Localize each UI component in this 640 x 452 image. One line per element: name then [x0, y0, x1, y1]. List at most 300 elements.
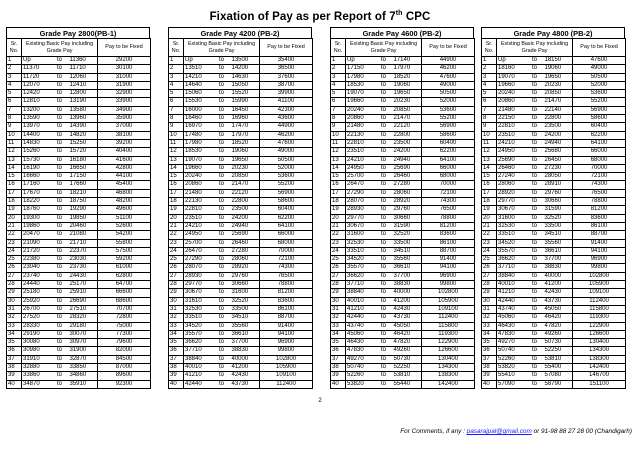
- range-high-cell: 15050: [231, 81, 260, 89]
- range-low-cell: 17670: [22, 189, 51, 197]
- range-low-cell: 16190: [22, 164, 51, 172]
- table-header-row: [482, 39, 626, 57]
- range-low-cell: 31600: [346, 231, 375, 239]
- range-high-cell: 23030: [69, 256, 98, 264]
- range-high-cell: 15720: [69, 148, 98, 156]
- range-high-cell: 20230: [544, 81, 573, 89]
- sr-no-cell: 25: [7, 256, 22, 264]
- pay-fixed-cell: 52000: [422, 98, 475, 106]
- range-to-cell: to: [51, 57, 69, 65]
- range-to-cell: to: [375, 164, 393, 172]
- table-row: [169, 181, 313, 189]
- pay-fixed-cell: 122900: [422, 339, 475, 347]
- range-low-cell: 38840: [184, 355, 213, 363]
- table-row: [331, 239, 475, 247]
- range-to-cell: to: [526, 131, 544, 139]
- sr-no-cell: 26: [482, 264, 497, 272]
- range-high-cell: 33500: [231, 305, 260, 313]
- sr-no-header: Sr. No.: [169, 39, 184, 57]
- range-high-cell: 23500: [231, 206, 260, 214]
- sr-no-cell: 34: [7, 330, 22, 338]
- grade-pay-heading: Grade Pay 2800(PB-1): [6, 27, 150, 38]
- table-row: [331, 264, 475, 272]
- range-low-cell: 14640: [184, 81, 213, 89]
- range-low-cell: 24210: [346, 156, 375, 164]
- range-low-cell: 20860: [184, 181, 213, 189]
- sr-no-cell: 4: [169, 81, 184, 89]
- sr-no-cell: 6: [7, 98, 22, 106]
- pay-fixed-cell: 81200: [422, 222, 475, 230]
- table-row: [169, 330, 313, 338]
- range-to-cell: to: [213, 305, 231, 313]
- range-low-cell: 50740: [346, 363, 375, 371]
- range-low-cell: 28920: [497, 189, 526, 197]
- sr-no-cell: 11: [7, 139, 22, 147]
- sr-no-cell: 24: [7, 247, 22, 255]
- range-low-cell: Up: [346, 57, 375, 65]
- range-to-cell: to: [213, 314, 231, 322]
- pay-fixed-cell: 91400: [422, 256, 475, 264]
- sr-no-cell: 5: [331, 90, 346, 98]
- pay-fixed-cell: 61000: [98, 264, 151, 272]
- sr-no-cell: 33: [331, 322, 346, 330]
- range-low-cell: 31910: [22, 355, 51, 363]
- table-row: [331, 363, 475, 371]
- range-low-cell: 52260: [346, 372, 375, 380]
- pay-fixed-cell: 78800: [422, 214, 475, 222]
- sr-no-cell: 20: [169, 214, 184, 222]
- range-high-cell: 14200: [231, 65, 260, 73]
- table-row: [482, 339, 626, 347]
- range-low-cell: 17160: [22, 181, 51, 189]
- range-high-cell: 29760: [544, 189, 573, 197]
- range-high-cell: 18150: [544, 57, 573, 65]
- sr-no-cell: 37: [331, 355, 346, 363]
- pay-fixed-cell: 41600: [98, 156, 151, 164]
- range-low-cell: 33860: [22, 372, 51, 380]
- range-high-cell: 23500: [393, 139, 422, 147]
- range-to-cell: to: [375, 115, 393, 123]
- sr-no-cell: 40: [7, 380, 22, 388]
- range-high-cell: 22120: [231, 189, 260, 197]
- range-high-cell: 16650: [69, 164, 98, 172]
- range-to-cell: to: [213, 206, 231, 214]
- range-low-cell: 15530: [184, 98, 213, 106]
- table-row: [482, 98, 626, 106]
- sr-no-cell: 29: [482, 289, 497, 297]
- range-to-cell: to: [526, 339, 544, 347]
- sr-no-cell: 24: [482, 247, 497, 255]
- range-high-cell: 28060: [393, 189, 422, 197]
- range-high-cell: 15990: [231, 98, 260, 106]
- range-low-cell: 13590: [22, 115, 51, 123]
- table-row: [482, 90, 626, 98]
- sr-no-cell: 34: [169, 330, 184, 338]
- range-to-cell: to: [375, 181, 393, 189]
- pay-fixed-cell: 49000: [422, 81, 475, 89]
- range-high-cell: 58790: [544, 380, 573, 388]
- table-row: [169, 131, 313, 139]
- range-low-cell: 19070: [346, 90, 375, 98]
- range-to-cell: to: [51, 148, 69, 156]
- table-row: [331, 148, 475, 156]
- table-row: [169, 256, 313, 264]
- range-low-cell: 37710: [346, 281, 375, 289]
- pay-fixed-cell: 99800: [260, 347, 313, 355]
- range-to-cell: to: [213, 81, 231, 89]
- table-row: [482, 347, 626, 355]
- footer-email-link[interactable]: pasarajpal@gmail.com: [466, 428, 532, 435]
- range-high-cell: 25910: [69, 289, 98, 297]
- range-to-cell: to: [51, 305, 69, 313]
- table-row: [169, 247, 313, 255]
- range-to-cell: to: [51, 98, 69, 106]
- pay-fixed-cell: 55200: [422, 115, 475, 123]
- pay-fixed-cell: 91400: [573, 239, 626, 247]
- range-to-cell: to: [375, 281, 393, 289]
- pay-fixed-cell: 62200: [573, 131, 626, 139]
- table-row: [331, 297, 475, 305]
- range-low-cell: 33510: [346, 247, 375, 255]
- range-to-cell: to: [51, 281, 69, 289]
- range-low-cell: 21480: [346, 123, 375, 131]
- sr-no-header: Sr. No.: [482, 39, 497, 57]
- sr-no-cell: 14: [331, 164, 346, 172]
- range-high-cell: 23500: [544, 123, 573, 131]
- range-to-cell: to: [526, 106, 544, 114]
- range-low-cell: 17980: [346, 73, 375, 81]
- range-high-cell: 31600: [231, 289, 260, 297]
- range-low-cell: 29770: [346, 214, 375, 222]
- table-row: [7, 339, 151, 347]
- range-to-cell: to: [526, 65, 544, 73]
- pay-table: [6, 38, 151, 389]
- table-row: [169, 73, 313, 81]
- sr-no-cell: 8: [7, 115, 22, 123]
- pay-fixed-cell: 66600: [98, 289, 151, 297]
- range-to-cell: to: [375, 372, 393, 380]
- range-low-cell: 28930: [346, 206, 375, 214]
- range-low-cell: 13200: [22, 106, 51, 114]
- range-low-cell: 32530: [497, 222, 526, 230]
- table-row: [169, 322, 313, 330]
- table-row: [7, 148, 151, 156]
- table-row: [482, 57, 626, 65]
- range-to-cell: to: [526, 164, 544, 172]
- table-row: [169, 90, 313, 98]
- table-header-row: [169, 39, 313, 57]
- sr-no-cell: 7: [331, 106, 346, 114]
- range-low-cell: 36620: [497, 256, 526, 264]
- sr-no-cell: 6: [331, 98, 346, 106]
- pay-fixed-cell: 87000: [98, 363, 151, 371]
- pay-fixed-cell: 45400: [98, 181, 151, 189]
- pay-fixed-cell: 72100: [573, 173, 626, 181]
- sr-no-cell: 1: [482, 57, 497, 65]
- range-low-cell: 27240: [497, 173, 526, 181]
- pay-fixed-cell: 58600: [260, 198, 313, 206]
- range-to-cell: to: [51, 123, 69, 131]
- sr-no-cell: 35: [331, 339, 346, 347]
- sr-no-cell: 17: [169, 189, 184, 197]
- sr-no-cell: 5: [7, 90, 22, 98]
- pay-fixed-cell: 77300: [98, 330, 151, 338]
- table-row: [482, 222, 626, 230]
- range-low-cell: 57090: [497, 380, 526, 388]
- table-row: [7, 355, 151, 363]
- range-to-cell: to: [375, 206, 393, 214]
- range-high-cell: 19850: [69, 214, 98, 222]
- range-to-cell: to: [375, 90, 393, 98]
- sr-no-cell: 1: [7, 57, 22, 65]
- pay-fixed-cell: 76500: [422, 206, 475, 214]
- range-to-cell: to: [213, 281, 231, 289]
- range-low-cell: 28070: [184, 264, 213, 272]
- table-row: [169, 81, 313, 89]
- sr-no-cell: 23: [169, 239, 184, 247]
- sr-no-cell: 10: [7, 131, 22, 139]
- table-row: [482, 148, 626, 156]
- existing-pay-header: Existing Basic Pay including Grade Pay: [346, 39, 422, 57]
- range-to-cell: to: [526, 148, 544, 156]
- table-row: [331, 206, 475, 214]
- range-high-cell: 19060: [393, 81, 422, 89]
- sr-no-cell: 19: [482, 206, 497, 214]
- table-row: [7, 222, 151, 230]
- pay-fixed-cell: 94100: [422, 264, 475, 272]
- range-to-cell: to: [213, 198, 231, 206]
- range-low-cell: 14400: [22, 131, 51, 139]
- table-row: [169, 297, 313, 305]
- sr-no-cell: 13: [482, 156, 497, 164]
- table-row: [331, 339, 475, 347]
- range-to-cell: to: [213, 222, 231, 230]
- sr-no-cell: 17: [482, 189, 497, 197]
- pay-fixed-cell: 35400: [260, 57, 313, 65]
- range-high-cell: 15250: [69, 139, 98, 147]
- range-to-cell: to: [213, 123, 231, 131]
- range-high-cell: 21710: [69, 239, 98, 247]
- pay-fixed-cell: 53600: [422, 106, 475, 114]
- range-to-cell: to: [51, 231, 69, 239]
- pay-fixed-cell: 88700: [573, 231, 626, 239]
- sr-no-cell: 38: [331, 363, 346, 371]
- range-low-cell: 49270: [346, 355, 375, 363]
- table-row: [482, 106, 626, 114]
- range-to-cell: to: [526, 57, 544, 65]
- range-to-cell: to: [213, 231, 231, 239]
- pay-fixed-header: Pay to be Fixed: [260, 39, 313, 57]
- range-low-cell: 23510: [184, 214, 213, 222]
- sr-no-cell: 8: [169, 115, 184, 123]
- table-row: [7, 156, 151, 164]
- table-row: [7, 231, 151, 239]
- range-high-cell: 31590: [544, 206, 573, 214]
- range-to-cell: to: [375, 347, 393, 355]
- pay-fixed-cell: 102800: [260, 355, 313, 363]
- table-row: [7, 297, 151, 305]
- range-low-cell: 25920: [22, 297, 51, 305]
- range-high-cell: 30660: [544, 198, 573, 206]
- table-row: [169, 198, 313, 206]
- range-low-cell: 41210: [497, 289, 526, 297]
- table-row: [331, 231, 475, 239]
- table-row: [331, 289, 475, 297]
- range-high-cell: 38830: [231, 347, 260, 355]
- table-row: [482, 272, 626, 280]
- sr-no-cell: 32: [7, 314, 22, 322]
- range-to-cell: to: [526, 314, 544, 322]
- range-low-cell: 24440: [22, 281, 51, 289]
- range-high-cell: 25690: [231, 231, 260, 239]
- range-high-cell: 43730: [231, 380, 260, 388]
- pay-fixed-cell: 112400: [422, 314, 475, 322]
- pay-fixed-cell: 126600: [573, 330, 626, 338]
- table-row: [331, 372, 475, 380]
- pay-fixed-cell: 151100: [573, 380, 626, 388]
- range-high-cell: 24940: [231, 222, 260, 230]
- range-to-cell: to: [213, 322, 231, 330]
- pay-fixed-cell: 64700: [98, 281, 151, 289]
- range-low-cell: 18530: [184, 148, 213, 156]
- range-high-cell: 19060: [231, 148, 260, 156]
- pay-fixed-cell: 74300: [573, 181, 626, 189]
- table-row: [7, 214, 151, 222]
- pay-fixed-cell: 49600: [98, 206, 151, 214]
- table-row: [7, 123, 151, 131]
- pay-fixed-cell: 81200: [573, 206, 626, 214]
- table-row: [169, 363, 313, 371]
- sr-no-cell: 13: [7, 156, 22, 164]
- pay-fixed-cell: 99800: [422, 281, 475, 289]
- range-low-cell: 30080: [22, 339, 51, 347]
- page-title: [0, 10, 640, 23]
- pay-fixed-cell: 64100: [573, 139, 626, 147]
- sr-no-cell: 21: [331, 222, 346, 230]
- table-row: [169, 231, 313, 239]
- table-row: [169, 355, 313, 363]
- range-high-cell: 35910: [69, 380, 98, 388]
- range-high-cell: 28910: [544, 181, 573, 189]
- table-row: [7, 90, 151, 98]
- table-row: [169, 264, 313, 272]
- range-high-cell: 19060: [544, 65, 573, 73]
- range-low-cell: 42440: [184, 380, 213, 388]
- sr-no-cell: 14: [7, 164, 22, 172]
- range-high-cell: 50730: [393, 355, 422, 363]
- pay-fixed-cell: 57500: [98, 247, 151, 255]
- range-low-cell: 42440: [497, 297, 526, 305]
- range-high-cell: 18520: [393, 73, 422, 81]
- sr-no-cell: 28: [7, 281, 22, 289]
- range-high-cell: 33500: [393, 239, 422, 247]
- range-high-cell: 29760: [393, 206, 422, 214]
- sr-no-cell: 33: [169, 322, 184, 330]
- pay-fixed-cell: 51100: [98, 214, 151, 222]
- pay-fixed-cell: 66000: [260, 231, 313, 239]
- table-row: [331, 247, 475, 255]
- sr-no-cell: 16: [331, 181, 346, 189]
- range-low-cell: 37710: [184, 347, 213, 355]
- table-row: [482, 139, 626, 147]
- range-to-cell: to: [526, 272, 544, 280]
- range-to-cell: to: [213, 247, 231, 255]
- range-to-cell: to: [51, 372, 69, 380]
- sr-no-cell: 3: [7, 73, 22, 81]
- range-high-cell: 49260: [544, 330, 573, 338]
- range-to-cell: to: [375, 148, 393, 156]
- range-low-cell: 12070: [22, 81, 51, 89]
- pay-table: [168, 38, 313, 389]
- range-to-cell: to: [213, 173, 231, 181]
- sr-no-cell: 37: [7, 355, 22, 363]
- range-low-cell: 47830: [346, 347, 375, 355]
- range-low-cell: 47830: [497, 330, 526, 338]
- range-to-cell: to: [213, 339, 231, 347]
- table-row: [169, 57, 313, 65]
- pay-fixed-cell: 66000: [422, 164, 475, 172]
- sr-no-cell: 34: [482, 330, 497, 338]
- range-to-cell: to: [375, 239, 393, 247]
- range-low-cell: 34520: [184, 322, 213, 330]
- range-low-cell: 31600: [497, 214, 526, 222]
- sr-no-cell: 38: [7, 363, 22, 371]
- range-to-cell: to: [51, 81, 69, 89]
- range-high-cell: 32520: [544, 214, 573, 222]
- title-suffix: CPC: [402, 10, 431, 23]
- range-low-cell: 36620: [346, 272, 375, 280]
- range-low-cell: 30670: [346, 222, 375, 230]
- range-high-cell: 25170: [69, 281, 98, 289]
- range-high-cell: 42430: [393, 305, 422, 313]
- sr-no-cell: 15: [331, 173, 346, 181]
- sr-no-cell: 12: [331, 148, 346, 156]
- range-high-cell: 46420: [393, 330, 422, 338]
- range-to-cell: to: [375, 73, 393, 81]
- range-high-cell: 19650: [231, 156, 260, 164]
- pay-fixed-cell: 76500: [260, 272, 313, 280]
- range-to-cell: to: [375, 156, 393, 164]
- sr-no-cell: 13: [169, 156, 184, 164]
- range-to-cell: to: [213, 106, 231, 114]
- sr-no-cell: 16: [7, 181, 22, 189]
- sr-no-cell: 18: [331, 198, 346, 206]
- sr-no-cell: 20: [331, 214, 346, 222]
- table-row: [331, 380, 475, 388]
- sr-no-cell: 33: [482, 322, 497, 330]
- pay-fixed-cell: 81200: [260, 289, 313, 297]
- pay-fixed-cell: 47600: [422, 73, 475, 81]
- pay-fixed-cell: 32900: [98, 90, 151, 98]
- sr-no-cell: 2: [331, 65, 346, 73]
- range-to-cell: to: [375, 98, 393, 106]
- range-high-cell: 43730: [544, 297, 573, 305]
- range-high-cell: 33500: [544, 222, 573, 230]
- range-high-cell: 49260: [393, 347, 422, 355]
- table-row: [482, 214, 626, 222]
- table-row: [169, 281, 313, 289]
- range-to-cell: to: [375, 65, 393, 73]
- range-low-cell: 40010: [497, 281, 526, 289]
- pay-fixed-cell: 76500: [573, 189, 626, 197]
- range-high-cell: 13190: [69, 98, 98, 106]
- sr-no-cell: 38: [482, 363, 497, 371]
- table-row: [331, 57, 475, 65]
- table-row: [331, 73, 475, 81]
- range-low-cell: 32530: [184, 305, 213, 313]
- sr-no-header: Sr. No.: [331, 39, 346, 57]
- pay-fixed-cell: 39900: [260, 90, 313, 98]
